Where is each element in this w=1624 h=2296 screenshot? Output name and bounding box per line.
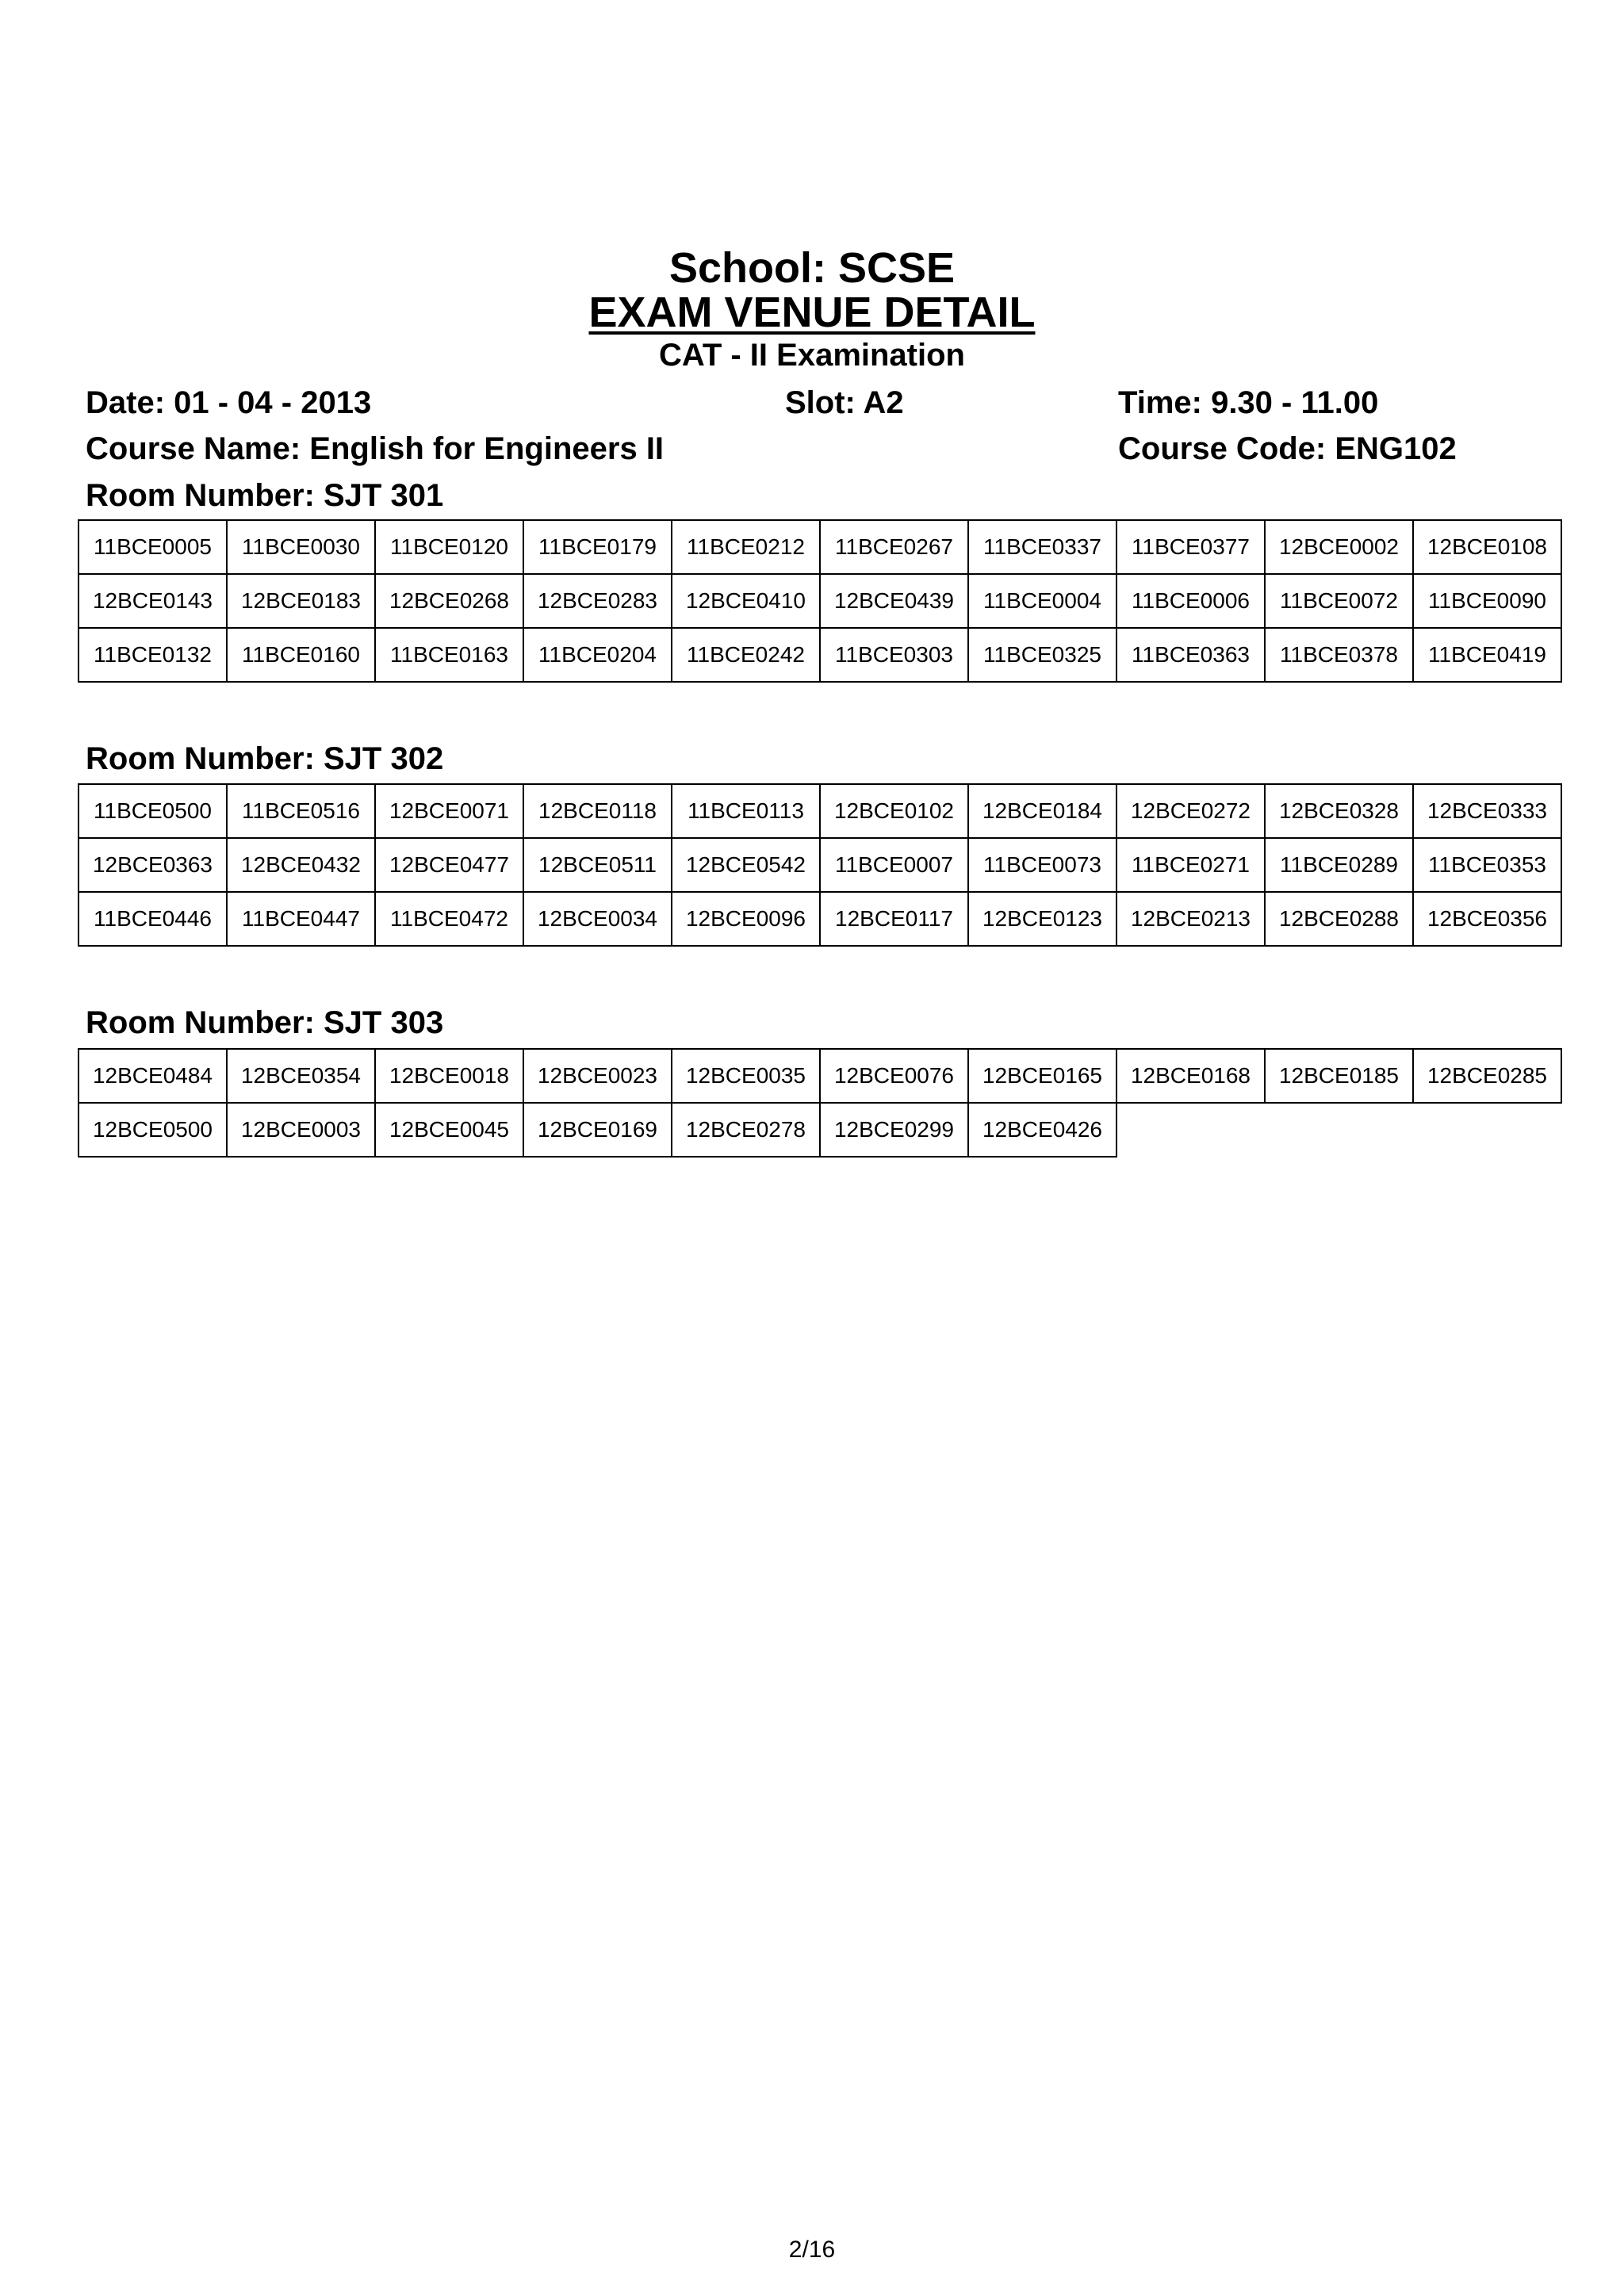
- registration-number-cell: 11BCE0271: [1116, 838, 1265, 892]
- registration-number-cell: 12BCE0328: [1265, 784, 1413, 838]
- course-code: Course Code: ENG102: [1118, 431, 1457, 466]
- registration-number-cell: 12BCE0288: [1265, 892, 1413, 946]
- registration-number-cell: 12BCE0045: [375, 1103, 523, 1157]
- exam-name: CAT - II Examination: [659, 338, 965, 373]
- room-table-body: [79, 520, 1561, 682]
- registration-number-cell: 12BCE0432: [227, 838, 375, 892]
- registration-number-cell: 11BCE0377: [1116, 520, 1265, 574]
- page-number: 2/16: [788, 2237, 836, 2263]
- registration-number-cell: 11BCE0072: [1265, 574, 1413, 628]
- registration-number-cell: 12BCE0363: [79, 838, 227, 892]
- registration-number-cell: 12BCE0299: [820, 1103, 968, 1157]
- registration-number-cell: 11BCE0419: [1413, 628, 1561, 682]
- registration-number-cell: 12BCE0117: [820, 892, 968, 946]
- registration-number-cell: 11BCE0500: [79, 784, 227, 838]
- registration-number-cell: 12BCE0018: [375, 1049, 523, 1103]
- room-table-sjt-302: [78, 783, 1562, 947]
- table-row: [79, 520, 1561, 574]
- registration-number-cell: 12BCE0185: [1265, 1049, 1413, 1103]
- registration-number-cell: 12BCE0108: [1413, 520, 1561, 574]
- registration-number-cell: 11BCE0242: [672, 628, 820, 682]
- table-row: [79, 838, 1561, 892]
- registration-number-cell: 12BCE0169: [523, 1103, 672, 1157]
- registration-number-cell: 12BCE0410: [672, 574, 820, 628]
- registration-number-cell: 11BCE0378: [1265, 628, 1413, 682]
- registration-number-cell: 11BCE0303: [820, 628, 968, 682]
- registration-number-cell: 12BCE0272: [1116, 784, 1265, 838]
- registration-number-cell: 12BCE0278: [672, 1103, 820, 1157]
- registration-number-cell: 12BCE0096: [672, 892, 820, 946]
- registration-number-cell: 12BCE0071: [375, 784, 523, 838]
- registration-number-cell: 12BCE0283: [523, 574, 672, 628]
- table-row: [79, 628, 1561, 682]
- registration-number-cell: 12BCE0542: [672, 838, 820, 892]
- registration-number-cell: 12BCE0168: [1116, 1049, 1265, 1103]
- school-heading: School: SCSE: [668, 244, 956, 292]
- registration-number-cell: 11BCE0073: [968, 838, 1116, 892]
- exam-time: Time: 9.30 - 11.00: [1118, 385, 1379, 420]
- registration-number-cell: 12BCE0426: [968, 1103, 1116, 1157]
- room-table-body: [79, 1049, 1561, 1157]
- registration-number-cell: 11BCE0353: [1413, 838, 1561, 892]
- registration-number-cell: 12BCE0500: [79, 1103, 227, 1157]
- registration-number-cell: 12BCE0439: [820, 574, 968, 628]
- registration-number-cell: 11BCE0090: [1413, 574, 1561, 628]
- registration-number-cell: 11BCE0363: [1116, 628, 1265, 682]
- registration-number-cell: 11BCE0337: [968, 520, 1116, 574]
- registration-number-cell: 12BCE0003: [227, 1103, 375, 1157]
- registration-number-cell: 12BCE0184: [968, 784, 1116, 838]
- exam-date: Date: 01 - 04 - 2013: [86, 385, 372, 420]
- table-row: [79, 1049, 1561, 1103]
- registration-number-cell: 11BCE0160: [227, 628, 375, 682]
- room-title-sjt-301: Room Number: SJT 301: [86, 478, 444, 513]
- course-name: Course Name: English for Engineers II: [86, 431, 665, 466]
- table-row: [79, 892, 1561, 946]
- registration-number-cell: 11BCE0163: [375, 628, 523, 682]
- registration-number-cell: 12BCE0123: [968, 892, 1116, 946]
- table-row: [79, 784, 1561, 838]
- registration-number-cell: 12BCE0477: [375, 838, 523, 892]
- registration-number-cell: 11BCE0289: [1265, 838, 1413, 892]
- registration-number-cell: 12BCE0511: [523, 838, 672, 892]
- registration-number-cell: 12BCE0354: [227, 1049, 375, 1103]
- exam-slot: Slot: A2: [785, 385, 904, 420]
- registration-number-cell: 12BCE0285: [1413, 1049, 1561, 1103]
- registration-number-cell: 12BCE0118: [523, 784, 672, 838]
- registration-number-cell: 11BCE0325: [968, 628, 1116, 682]
- registration-number-cell: 12BCE0102: [820, 784, 968, 838]
- room-table-sjt-303: [78, 1048, 1562, 1158]
- registration-number-cell: 11BCE0447: [227, 892, 375, 946]
- registration-number-cell: 11BCE0005: [79, 520, 227, 574]
- registration-number-cell: 11BCE0030: [227, 520, 375, 574]
- registration-number-cell: 12BCE0165: [968, 1049, 1116, 1103]
- room-table-sjt-301: [78, 519, 1562, 683]
- registration-number-cell: 11BCE0007: [820, 838, 968, 892]
- room-table-body: [79, 784, 1561, 946]
- document-title: EXAM VENUE DETAIL: [588, 289, 1036, 336]
- registration-number-cell: 12BCE0268: [375, 574, 523, 628]
- registration-number-cell: 11BCE0179: [523, 520, 672, 574]
- room-title-sjt-303: Room Number: SJT 303: [86, 1005, 444, 1040]
- registration-number-cell: 11BCE0120: [375, 520, 523, 574]
- registration-number-cell: 11BCE0004: [968, 574, 1116, 628]
- registration-number-cell: 12BCE0002: [1265, 520, 1413, 574]
- registration-number-cell: 12BCE0035: [672, 1049, 820, 1103]
- registration-number-cell: 11BCE0267: [820, 520, 968, 574]
- registration-number-cell: 11BCE0472: [375, 892, 523, 946]
- registration-number-cell: 11BCE0204: [523, 628, 672, 682]
- table-row: [79, 574, 1561, 628]
- registration-number-cell: 12BCE0183: [227, 574, 375, 628]
- registration-number-cell: 11BCE0212: [672, 520, 820, 574]
- registration-number-cell: 12BCE0484: [79, 1049, 227, 1103]
- room-title-sjt-302: Room Number: SJT 302: [86, 741, 444, 776]
- registration-number-cell: 12BCE0333: [1413, 784, 1561, 838]
- registration-number-cell: 12BCE0143: [79, 574, 227, 628]
- registration-number-cell: 11BCE0516: [227, 784, 375, 838]
- registration-number-cell: 12BCE0213: [1116, 892, 1265, 946]
- registration-number-cell: 11BCE0446: [79, 892, 227, 946]
- table-row: [79, 1103, 1561, 1157]
- registration-number-cell: 11BCE0006: [1116, 574, 1265, 628]
- registration-number-cell: 11BCE0113: [672, 784, 820, 838]
- registration-number-cell: 12BCE0356: [1413, 892, 1561, 946]
- registration-number-cell: 11BCE0132: [79, 628, 227, 682]
- registration-number-cell: 12BCE0076: [820, 1049, 968, 1103]
- registration-number-cell: 12BCE0023: [523, 1049, 672, 1103]
- registration-number-cell: 12BCE0034: [523, 892, 672, 946]
